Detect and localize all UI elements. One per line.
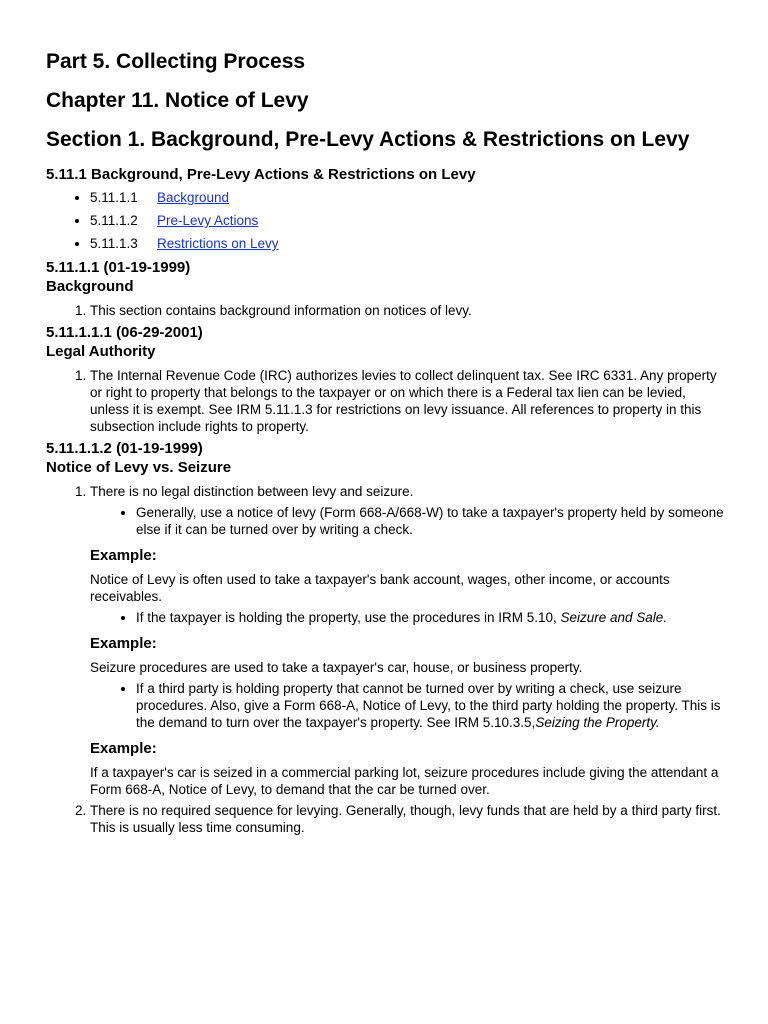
- list-item-text: There is no legal distinction between levy and seizure.: [90, 484, 414, 499]
- toc-item: [90, 212, 728, 229]
- example-text: Seizure procedures are used to take a taxpayer's car, house, or business property.: [90, 660, 583, 675]
- subsection-title: Background: [46, 278, 134, 295]
- bullet-text: If the taxpayer is holding the property, use the procedures in IRM 5.10,: [136, 610, 561, 625]
- bullet-item: [136, 680, 728, 731]
- example-label: Example:: [90, 740, 157, 757]
- toc-link-background[interactable]: Background: [157, 190, 230, 205]
- list-item: 2. There is no required sequence for levying. Generally, though, levy funds that are held by a third party first. This is usually less time consuming.: [90, 802, 728, 836]
- bullet-item: [136, 609, 728, 626]
- subsection-legal-authority: [46, 323, 728, 435]
- subsection-id: 5.11.1.1.2 (01-19-1999): [46, 440, 203, 457]
- numbered-list: [46, 302, 728, 319]
- toc-item-number: 5.11.1.3: [90, 236, 138, 251]
- list-item: 1. The Internal Revenue Code (IRC) authorizes levies to collect delinquent tax. See IRC 6331. Any property or right to property that belongs to the taxpayer or on which there is a Federal tax lien can be levied, unless it is exempt. See IRM 5.11.1.3 for restrictions on levy issuance. All references to property in this subsection include rights to property.: [90, 367, 728, 435]
- subsection-background: [46, 258, 728, 319]
- table-of-contents: [46, 189, 728, 252]
- subsection-title: Legal Authority: [46, 343, 156, 360]
- bullet-list: [90, 609, 728, 626]
- section-title: Section 1. Background, Pre-Levy Actions & Restrictions on Levy: [46, 128, 690, 151]
- toc-link-pre-levy-actions[interactable]: Pre-Levy Actions: [157, 213, 259, 228]
- bullet-list: [90, 504, 728, 538]
- subsection-id: 5.11.1.1.1 (06-29-2001): [46, 324, 203, 341]
- toc-heading: 5.11.1 Background, Pre-Levy Actions & Restrictions on Levy: [46, 166, 476, 183]
- list-item: [90, 483, 728, 798]
- example-text: Notice of Levy is often used to take a taxpayer's bank account, wages, other income, or accounts receivables.: [90, 572, 670, 604]
- list-item: 1. This section contains background information on notices of levy.: [90, 302, 728, 319]
- bullet-list: [90, 680, 728, 731]
- toc-item-number: 5.11.1.1: [90, 190, 138, 205]
- toc-item-number: 5.11.1.2: [90, 213, 138, 228]
- toc-link-restrictions-on-levy[interactable]: Restrictions on Levy: [157, 236, 279, 251]
- subsection-title: Notice of Levy vs. Seizure: [46, 459, 232, 476]
- subsection-id: 5.11.1.1 (01-19-1999): [46, 259, 191, 276]
- numbered-list: [46, 367, 728, 435]
- bullet-italic-ref: Seizure and Sale.: [560, 610, 668, 625]
- toc-item: [90, 235, 728, 252]
- subsection-levy-vs-seizure: [46, 439, 728, 836]
- chapter-title: Chapter 11. Notice of Levy: [46, 89, 309, 112]
- numbered-list: [46, 483, 728, 836]
- bullet-italic-ref: Seizing the Property.: [535, 715, 660, 730]
- part-title: Part 5. Collecting Process: [46, 50, 306, 73]
- bullet-text: If a third party is holding property that cannot be turned over by writing a check, use seizure procedures. Also, give a Form 668-A, Notice of Levy, to the third party holding the property. This is the demand to turn over the taxpayer's property. See IRM 5.10.3.5,: [136, 681, 721, 730]
- example-text: If a taxpayer's car is seized in a commercial parking lot, seizure procedures include giving the attendant a Form 668-A, Notice of Levy, to demand that the car be turned over.: [90, 765, 719, 797]
- bullet-item: • Generally, use a notice of levy (Form 668-A/668-W) to take a taxpayer's property held by someone else if it can be turned over by writing a check.: [136, 504, 728, 538]
- toc-item: [90, 189, 728, 206]
- example-label: Example:: [90, 635, 157, 652]
- example-label: Example:: [90, 547, 157, 564]
